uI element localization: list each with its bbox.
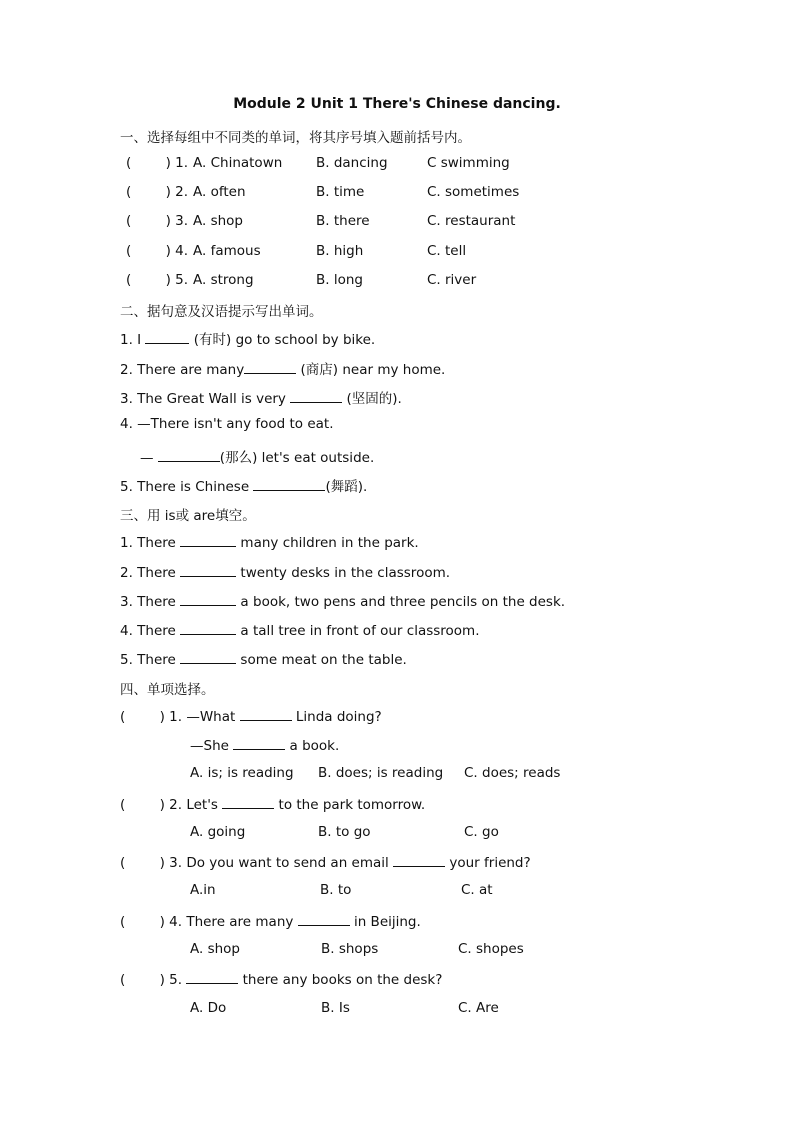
item-number: ( ) 1.: [126, 155, 189, 171]
option-b: B. to: [320, 882, 352, 898]
question-end: to the park tomorrow.: [274, 797, 426, 813]
section-3-item: [120, 592, 565, 610]
option-a: A. strong: [193, 272, 254, 288]
section-4-question: [120, 707, 382, 725]
answer-blank[interactable]: [240, 707, 292, 721]
question-start: ( ) 1. —What: [120, 709, 240, 725]
answer-blank[interactable]: [158, 448, 220, 462]
option-c: C. tell: [427, 243, 467, 259]
question-end: your friend?: [445, 855, 531, 871]
option-b: B. long: [316, 272, 363, 288]
question-start: ( ) 4. There are many: [120, 914, 298, 930]
sentence-start: 1. I: [120, 332, 146, 348]
section-3-item: [120, 621, 480, 639]
section-2-item: [120, 475, 367, 495]
sentence-start: 4. —There isn't any food to eat.: [120, 416, 334, 432]
sentence-start: 5. There: [120, 652, 181, 668]
section-2-item: [120, 416, 334, 432]
sentence-start: 5. There is Chinese: [120, 479, 254, 495]
section-4-question: [120, 853, 531, 871]
option-c: C. go: [464, 824, 499, 840]
option-c: C. Are: [458, 1000, 499, 1016]
section-2-heading: 二、据句意及汉语提示写出单词。: [120, 304, 323, 320]
section-3-item: [120, 533, 419, 551]
option-c: C swimming: [427, 155, 510, 171]
question-end: a book.: [285, 738, 340, 754]
option-a: A.in: [190, 882, 216, 898]
section-4-question: [120, 795, 425, 813]
option-b: B. high: [316, 243, 364, 259]
sentence-end: (有时) go to school by bike.: [189, 332, 376, 348]
question-start: —She: [190, 738, 234, 754]
option-a: A. famous: [193, 243, 261, 259]
option-a: A. often: [193, 184, 246, 200]
sentence-end: some meat on the table.: [236, 652, 407, 668]
option-b: B. shops: [321, 941, 379, 957]
option-a: A. shop: [190, 941, 240, 957]
sentence-end: many children in the park.: [236, 535, 419, 551]
section-2-item: [120, 387, 402, 407]
option-c: C. sometimes: [427, 184, 520, 200]
option-a: A. shop: [193, 213, 243, 229]
question-end: Linda doing?: [291, 709, 382, 725]
sentence-start: 3. The Great Wall is very: [120, 391, 291, 407]
option-a: A. is; is reading: [190, 765, 294, 781]
sentence-start: 2. There: [120, 565, 181, 581]
option-c: C. shopes: [458, 941, 524, 957]
answer-blank[interactable]: [180, 563, 236, 577]
sentence-start: —: [140, 450, 158, 466]
sentence-end: (舞蹈).: [325, 479, 368, 495]
question-end: in Beijing.: [349, 914, 421, 930]
option-b: B. time: [316, 184, 365, 200]
section-4-heading: 四、单项选择。: [120, 682, 215, 698]
sentence-end: (坚固的).: [342, 391, 402, 407]
option-b: B. Is: [321, 1000, 350, 1016]
sentence-start: 4. There: [120, 623, 181, 639]
option-c: C. restaurant: [427, 213, 516, 229]
option-a: A. going: [190, 824, 246, 840]
answer-blank[interactable]: [186, 970, 238, 984]
section-4-question-line2: [190, 736, 339, 754]
option-c: C. at: [461, 882, 493, 898]
item-number: ( ) 5.: [126, 272, 189, 288]
item-number: ( ) 2.: [126, 184, 189, 200]
sentence-start: 3. There: [120, 594, 181, 610]
section-4-question: [120, 970, 442, 988]
option-c: C. river: [427, 272, 477, 288]
sentence-end: (商店) near my home.: [296, 362, 446, 378]
option-c: C. does; reads: [464, 765, 561, 781]
answer-blank[interactable]: [222, 795, 274, 809]
answer-blank[interactable]: [298, 912, 350, 926]
question-start: ( ) 5.: [120, 972, 187, 988]
sentence-end: twenty desks in the classroom.: [236, 565, 451, 581]
sentence-end: a tall tree in front of our classroom.: [236, 623, 480, 639]
option-b: B. dancing: [316, 155, 388, 171]
question-start: ( ) 3. Do you want to send an email: [120, 855, 394, 871]
option-a: A. Chinatown: [193, 155, 283, 171]
option-b: B. to go: [318, 824, 371, 840]
answer-blank[interactable]: [180, 533, 236, 547]
section-2-item: [120, 328, 375, 348]
answer-blank[interactable]: [180, 621, 236, 635]
answer-blank[interactable]: [253, 477, 325, 491]
section-2-item: [140, 446, 374, 466]
item-number: ( ) 3.: [126, 213, 189, 229]
sentence-start: 1. There: [120, 535, 181, 551]
answer-blank[interactable]: [180, 592, 236, 606]
sentence-start: 2. There are many: [120, 362, 245, 378]
section-3-heading: 三、用 is或 are填空。: [120, 508, 256, 524]
section-3-item: [120, 650, 407, 668]
answer-blank[interactable]: [290, 389, 342, 403]
section-2-item: [120, 358, 445, 378]
question-start: ( ) 2. Let's: [120, 797, 223, 813]
sentence-end: (那么) let's eat outside.: [219, 450, 375, 466]
answer-blank[interactable]: [244, 360, 296, 374]
answer-blank[interactable]: [180, 650, 236, 664]
option-b: B. does; is reading: [318, 765, 444, 781]
answer-blank[interactable]: [145, 330, 189, 344]
sentence-end: a book, two pens and three pencils on the desk.: [236, 594, 566, 610]
answer-blank[interactable]: [393, 853, 445, 867]
option-a: A. Do: [190, 1000, 227, 1016]
page-title: Module 2 Unit 1 There's Chinese dancing.: [233, 96, 561, 112]
option-b: B. there: [316, 213, 370, 229]
item-number: ( ) 4.: [126, 243, 189, 259]
question-end: there any books on the desk?: [238, 972, 443, 988]
section-4-question: [120, 912, 421, 930]
section-3-item: [120, 563, 450, 581]
answer-blank[interactable]: [233, 736, 285, 750]
section-1-heading: 一、选择每组中不同类的单词，将其序号填入题前括号内。: [120, 130, 471, 146]
